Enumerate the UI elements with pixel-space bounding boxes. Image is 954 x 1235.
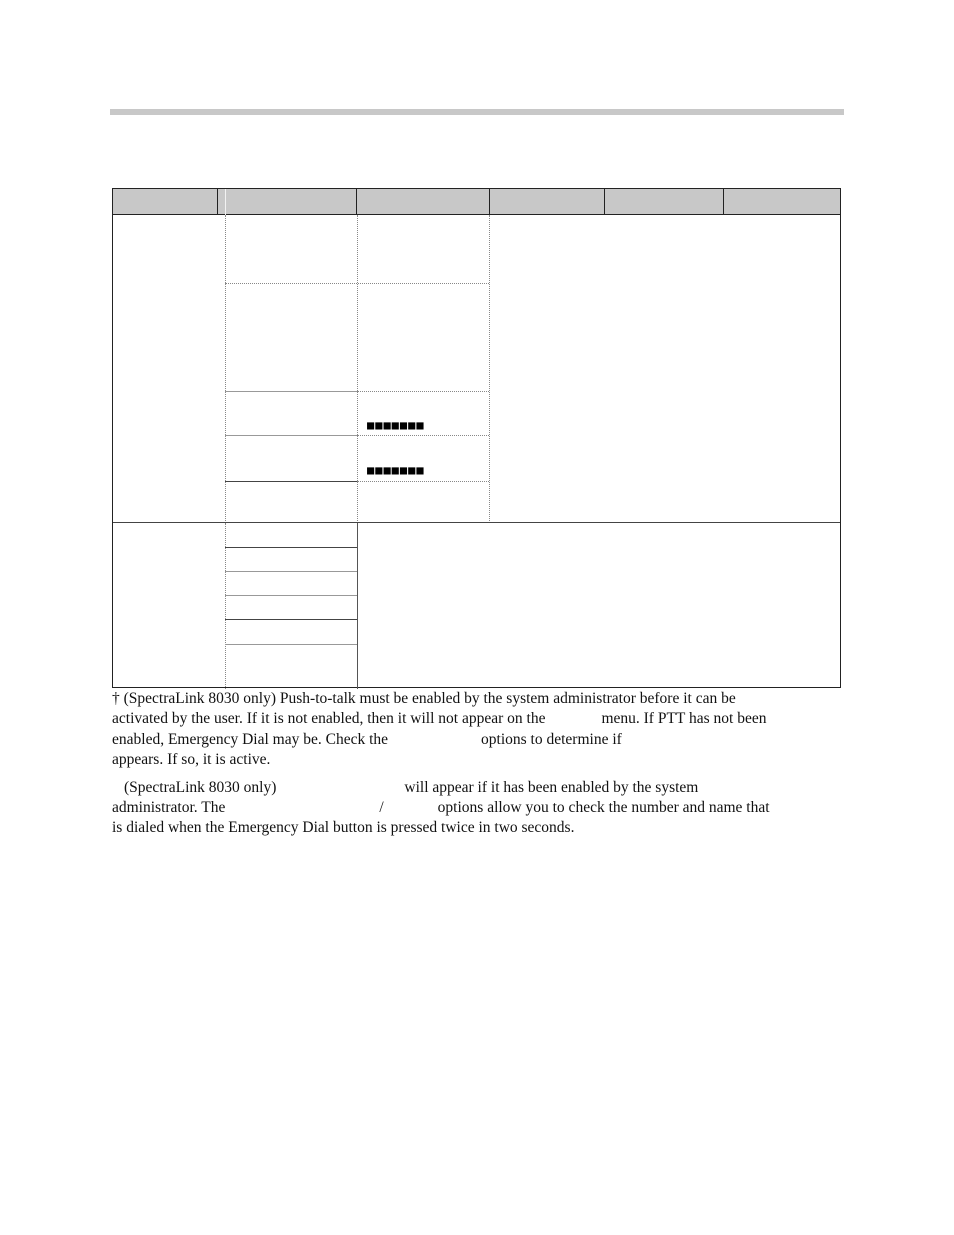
row-line [225,547,357,548]
header-divider [723,189,724,215]
menu-options-table [112,188,841,688]
emergency-note-line [112,818,842,838]
row-line [225,283,489,284]
row-line [225,435,357,436]
column-line [357,523,358,689]
header-divider [356,189,357,215]
row-line [225,481,357,482]
header-divider [489,189,490,215]
note-text: appears. If so, it is active. [112,751,271,768]
header-divider [604,189,605,215]
dagger-note-line [112,709,842,729]
note-text: enabled, Emergency Dial may be. Check the [112,731,389,748]
emergency-note-line [112,798,842,818]
column-line [489,215,490,523]
column-line [357,215,358,523]
row-line [357,435,489,436]
header-divider [225,189,226,215]
note-text: options to determine if [481,731,622,748]
row-line [225,571,357,572]
dagger-note-line [112,689,842,709]
note-text: † (SpectraLink 8030 only) Push-to-talk must be enabled by the system administrator before it can be [112,690,736,707]
note-text: menu. If PTT has not been [601,710,767,727]
table-header-row [113,189,840,215]
row-line [225,391,357,392]
emergency-note-line [124,778,854,798]
note-text: (SpectraLink 8030 only) [124,779,277,796]
row-line [357,391,489,392]
note-text: options allow you to check the number and name that [437,799,770,816]
row-line [225,619,357,620]
note-text: / [379,799,384,816]
dagger-note-line [112,730,842,750]
masked-value: ■■■■■■■ [367,463,425,477]
note-text: administrator. The [112,799,226,816]
note-text: is dialed when the Emergency Dial button is pressed twice in two seconds. [112,819,575,836]
dagger-note-line [112,750,842,770]
header-rule [110,109,844,115]
header-divider [217,189,218,215]
row-line [357,481,489,482]
masked-value: ■■■■■■■ [367,418,425,432]
note-text: will appear if it has been enabled by the system [404,779,699,796]
row-line [225,644,357,645]
column-line [225,215,226,523]
row-line [225,595,357,596]
note-text: activated by the user. If it is not enabled, then it will not appear on the [112,710,546,727]
section-divider [113,522,840,523]
